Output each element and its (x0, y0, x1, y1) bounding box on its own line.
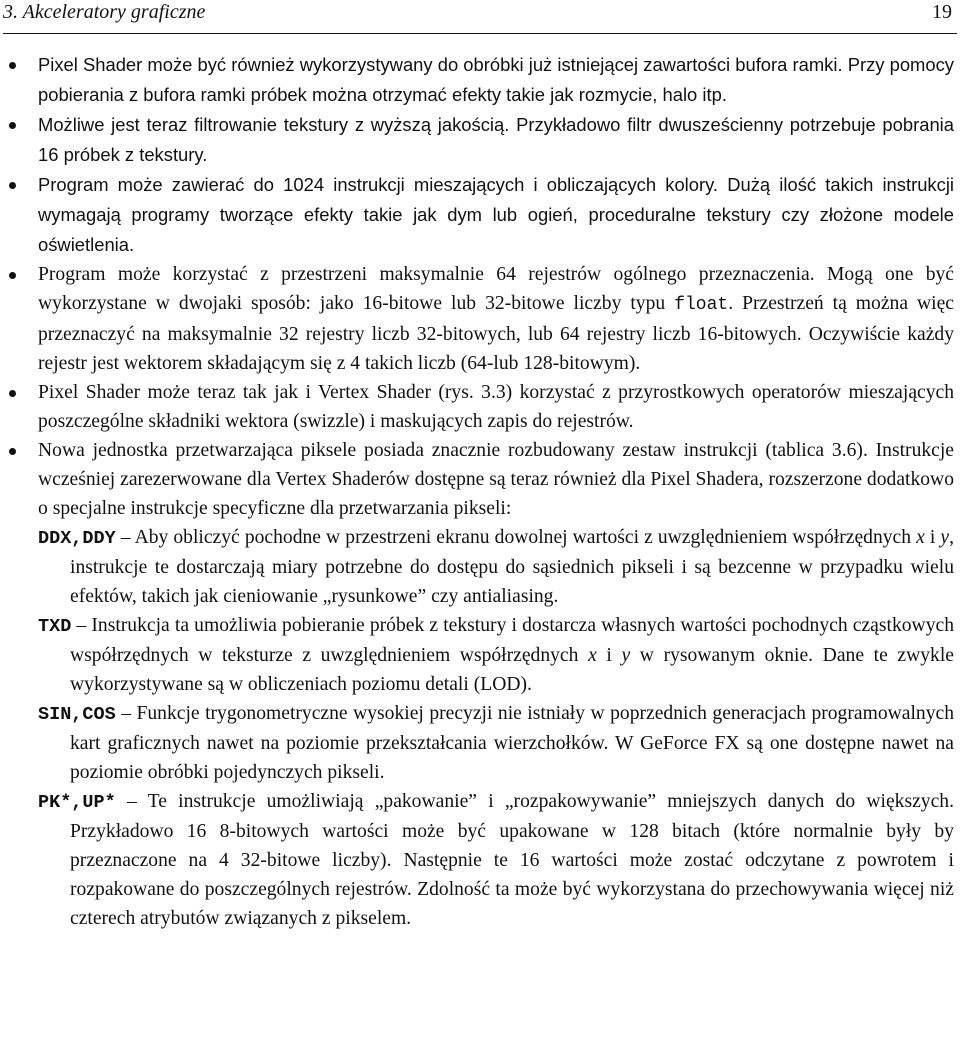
bullet-icon (9, 272, 16, 279)
list-item (6, 170, 954, 260)
paragraph-text: Pixel Shader może teraz tak jak i Vertex Shader (rys. 3.3) korzystać z przyrostkowych operatorów mieszających poszczególne składniki wektora (swizzle) i maskujących zapis do rejestrów. (38, 382, 954, 432)
list-item (6, 50, 954, 110)
instruction-text: – Te instrukcje umożliwiają „pakowanie” i „rozpakowywanie” mniejszych danych do większych. Przykładowo 16 8-bitowych wartości może być upakowane w 128 bitach (które normalnie były by przeznaczone na 4 32-bitowe liczby). Następnie te 16 wartości może zostać odczytane z powrotem i rozpakowane do poszczególnych rejestrów. Zdolność ta może być wykorzystana do przechowywania więcej niż czterech atrybutów związanych z pikselem. (70, 791, 954, 929)
instruction-item (38, 523, 954, 611)
inline-code: float (674, 295, 729, 315)
math-variable: y (940, 527, 950, 548)
instruction-text: w rysowanym oknie. Dane te zwykle wykorzystywane są w obliczeniach poziomu detali (LOD). (70, 645, 954, 695)
instruction-keyword: PK*,UP* (38, 792, 116, 813)
paragraph-text: Program może korzystać z przestrzeni maksymalnie 64 rejestrów ogólnego przeznaczenia. Mogą one być wykorzystane w dwojaki sposób: jako 16-bitowe lub 32-bitowe liczby typu (38, 264, 954, 314)
paragraph-text: Program może zawierać do 1024 instrukcji mieszających i obliczających kolory. Dużą ilość takich instrukcji wymagają programy tworzące efekty takie jak dym lub ogień, proceduralne tekstury czy złożone modele oświetlenia. (38, 174, 954, 255)
instruction-keyword: TXD (38, 616, 72, 637)
list-item (6, 110, 954, 170)
instruction-item (38, 699, 954, 787)
list-item (6, 436, 954, 933)
bullet-icon (9, 448, 16, 455)
instruction-text: i (924, 527, 941, 548)
bullet-icon (9, 390, 16, 397)
list-item (6, 378, 954, 436)
list-item (6, 260, 954, 378)
instruction-text: – Instrukcja ta umożliwia pobieranie próbek z tekstury i dostarcza własnych wartości pochodnych cząstkowych współrzędnych w teksturze z uwzględnieniem współrzędnych (70, 615, 954, 666)
section-title: 3. Akceleratory graficzne (3, 1, 206, 23)
math-variable: x (916, 527, 925, 548)
body-text (6, 50, 954, 933)
bullet-icon (9, 182, 16, 189)
paragraph-text: Nowa jednostka przetwarzająca piksele posiada znacznie rozbudowany zestaw instrukcji (tablica 3.6). Instrukcje wcześniej zarezerwowane dla Vertex Shaderów dostępne są teraz również dla Pixel Shadera, rozszerzone dodatkowo o specjalne instrukcje specyficzne dla przetwarzania pikseli: (38, 440, 954, 519)
instruction-keyword: DDX,DDY (38, 528, 116, 549)
paragraph-text: Pixel Shader może być również wykorzystywany do obróbki już istniejącej zawartości bufora ramki. Przy pomocy pobierania z bufora ramki próbek można otrzymać efekty takie jak rozmycie, halo itp. (38, 54, 954, 105)
bullet-icon (9, 122, 16, 129)
instruction-item (38, 787, 954, 933)
instruction-text: – Funkcje trygonometryczne wysokiej precyzji nie istniały w poprzednich generacjach programowalnych kart graficznych nawet na poziomie przekształcania wierzchołków. W GeForce FX są one dostępne nawet na poziomie obróbki pojedynczych pikseli. (70, 703, 954, 783)
instruction-text: , instrukcje te dostarczają miary potrzebne do dostępu do sąsiednich pikseli i są bezcenne w przypadku wielu efektów, takich jak cieniowanie „rysunkowe” czy antialiasing. (70, 527, 955, 607)
page-number: 19 (932, 1, 952, 23)
instruction-list (38, 523, 954, 933)
paragraph-text: . Przestrzeń tą można więc przeznaczyć na maksymalnie 32 rejestry liczb 32-bitowych, lub 64 rejestry liczb 16-bitowych. Oczywiście każdy rejestr jest wektorem składającym się z 4 takich liczb (64-lub 128-bitowym). (38, 293, 954, 374)
math-variable: x (588, 645, 597, 666)
bullet-icon (9, 62, 16, 69)
instruction-text: – Aby obliczyć pochodne w przestrzeni ekranu dowolnej wartości z uwzględnieniem współrzędnych (115, 527, 917, 548)
paragraph-text: Możliwe jest teraz filtrowanie tekstury z wyższą jakością. Przykładowo filtr dwusześcienny potrzebuje pobrania 16 próbek z tekstury. (38, 114, 954, 165)
instruction-text: i (596, 645, 622, 666)
instruction-keyword: SIN,COS (38, 704, 116, 725)
feature-list (6, 50, 954, 933)
instruction-item (38, 611, 954, 699)
math-variable: y (621, 645, 631, 666)
header-rule (3, 33, 957, 34)
running-header (3, 0, 952, 30)
